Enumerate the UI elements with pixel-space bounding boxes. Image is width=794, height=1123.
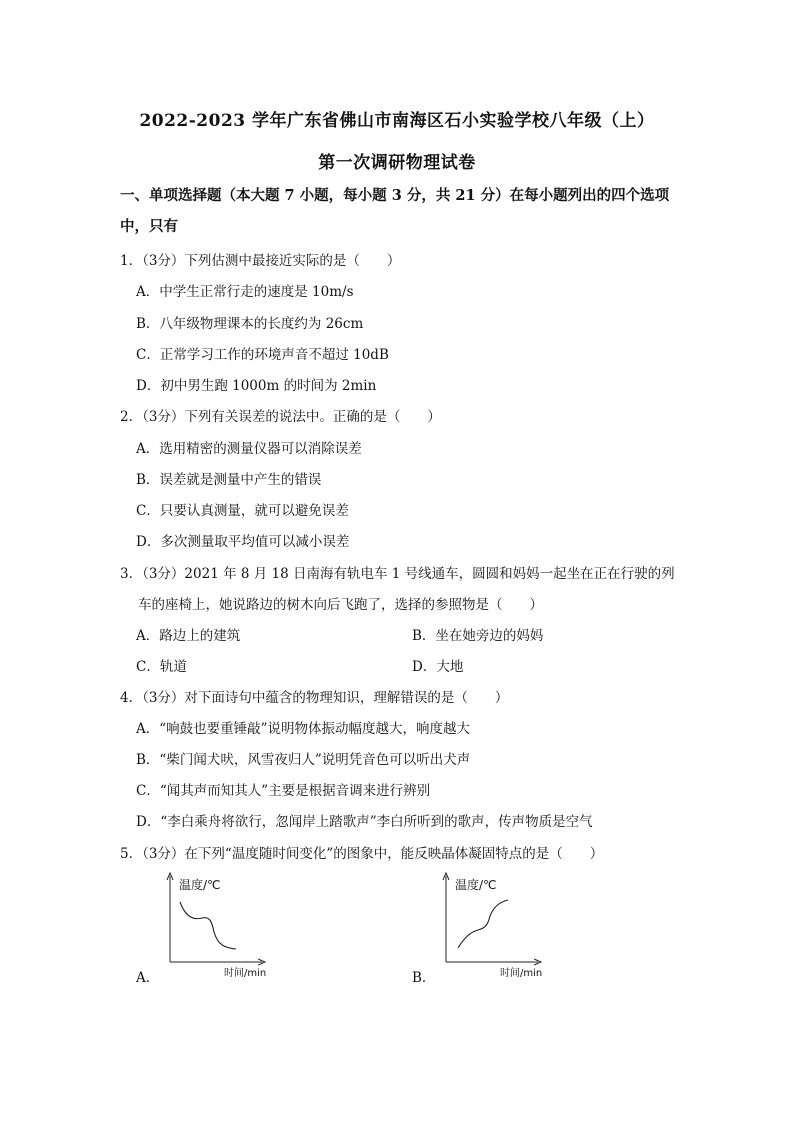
exam-title-line1: 2022-2023 学年广东省佛山市南海区石小实验学校八年级（上） (139, 111, 655, 131)
graph-b-ylabel: 温度/℃ (455, 878, 497, 892)
section-heading: 一、单项选择题（本大题 7 小题，每小题 3 分，共 21 分）在每小题列出的四个选项中，只有 (120, 187, 670, 235)
question-4-stem: 4．（3分）对下面诗句中蕴含的物理知识，理解错误的是（ ） (120, 690, 509, 706)
question-2-option-d[interactable]: D．多次测量取平均值可以减小误差 (136, 534, 350, 550)
question-3-stem-line2: 车的座椅上，她说路边的树木向后飞跑了，选择的参照物是（ ） (138, 597, 543, 613)
question-1-option-a[interactable]: A．中学生正常行走的速度是 10m/s (136, 284, 354, 300)
question-3-option-b[interactable]: B．坐在她旁边的妈妈 (412, 628, 544, 644)
question-2-stem: 2．（3分）下列有关误差的说法中。正确的是（ ） (120, 409, 441, 425)
question-2-option-b[interactable]: B．误差就是测量中产生的错误 (136, 472, 322, 488)
question-5-graph-a[interactable] (150, 872, 280, 980)
question-4-option-d[interactable]: D．“李白乘舟将欲行，忽闻岸上踏歌声”李白所听到的歌声，传声物质是空气 (136, 814, 593, 830)
question-1-option-c[interactable]: C．正常学习工作的环境声音不超过 10dB (136, 347, 389, 363)
question-3-option-c[interactable]: C．轨道 (136, 659, 187, 675)
exam-title-line2: 第一次调研物理试卷 (318, 153, 476, 173)
question-4-option-a[interactable]: A．“响鼓也要重锤敲”说明物体振动幅度越大，响度越大 (136, 721, 471, 737)
graph-a-curve (180, 902, 236, 949)
question-3-option-d[interactable]: D．大地 (412, 659, 464, 675)
question-3-stem-line1: 3．（3分）2021 年 8 月 18 日南海有轨电车 1 号线通车，圆圆和妈妈一起坐在正在行驶的列 (120, 566, 675, 582)
question-5-option-a-label[interactable]: A． (136, 970, 160, 986)
graph-b-xlabel: 时间/min (500, 968, 543, 979)
question-4-option-c[interactable]: C．“闻其声而知其人”主要是根据音调来进行辨别 (136, 783, 431, 799)
graph-b-curve (458, 900, 508, 948)
question-2-option-c[interactable]: C．只要认真测量，就可以避免误差 (136, 503, 349, 519)
question-5-graph-b[interactable] (426, 872, 556, 980)
question-4-option-b[interactable]: B．“柴门闻犬吠，风雪夜归人”说明凭音色可以听出犬声 (136, 752, 471, 768)
graph-a-ylabel: 温度/℃ (179, 878, 221, 892)
question-1-option-d[interactable]: D．初中男生跑 1000m 的时间为 2min (136, 378, 377, 394)
question-5-option-b-label[interactable]: B． (412, 970, 436, 986)
graph-a-xlabel: 时间/min (224, 968, 267, 979)
question-5-stem: 5．（3分）在下列“温度随时间变化”的图象中，能反映晶体凝固特点的是（ ） (120, 846, 604, 862)
question-3-option-a[interactable]: A．路边上的建筑 (136, 628, 241, 644)
question-1-stem: 1．（3分）下列估测中最接近实际的是（ ） (120, 253, 401, 269)
question-1-option-b[interactable]: B．八年级物理课本的长度约为 26cm (136, 316, 364, 332)
question-2-option-a[interactable]: A．选用精密的测量仪器可以消除误差 (136, 441, 362, 457)
